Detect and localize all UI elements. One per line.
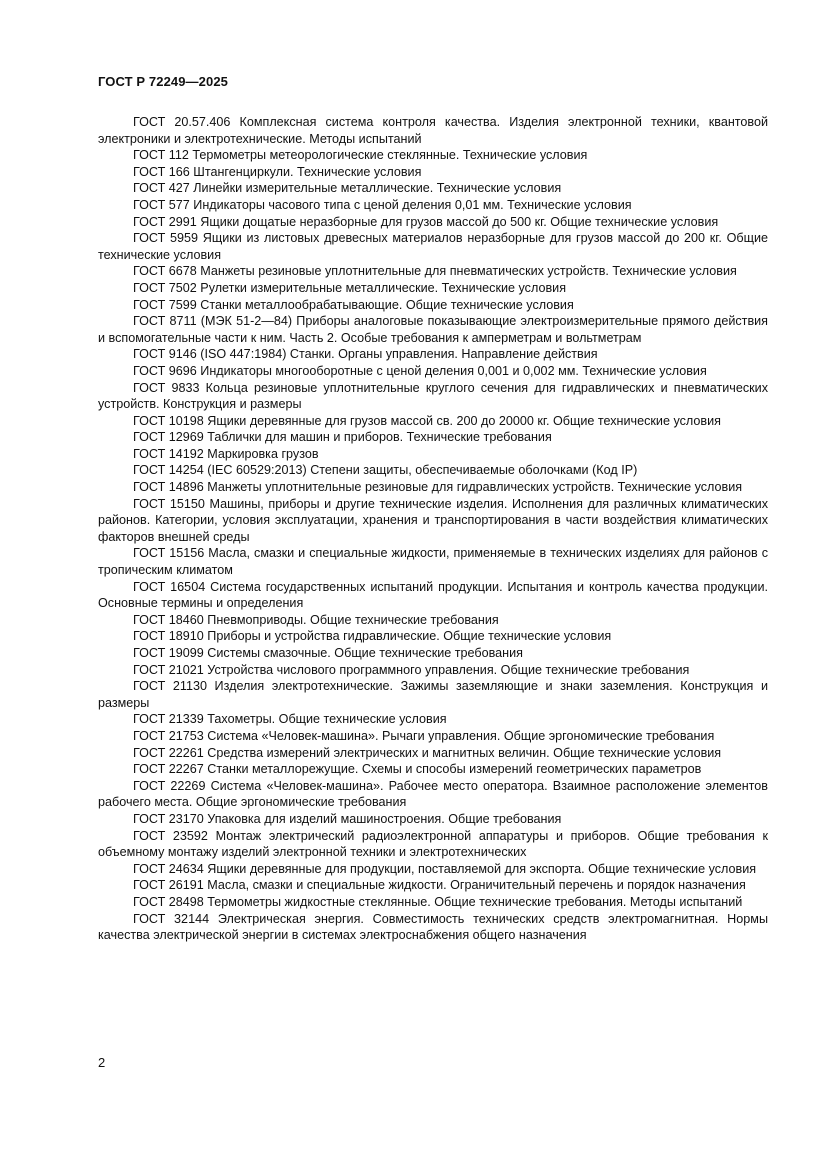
reference-entry: ГОСТ 21339 Тахометры. Общие технические условия [133,712,447,727]
reference-entry: ГОСТ 12969 Таблички для машин и приборов. Технические требования [133,430,552,445]
reference-entry: ГОСТ 28498 Термометры жидкостные стеклянные. Общие технические требования. Методы испытаний [133,894,743,909]
reference-entry: ГОСТ 21753 Система «Человек-машина». Рычаги управления. Общие эргономические требования [133,728,715,743]
reference-entry: ГОСТ 9696 Индикаторы многооборотные с ценой деления 0,001 и 0,002 мм. Технические условия [133,363,707,378]
reference-entry: ГОСТ 112 Термометры метеорологические стеклянные. Технические условия [133,148,588,163]
document-designation: ГОСТ Р 72249—2025 [98,74,228,89]
reference-entry: ГОСТ 14254 (IEC 60529:2013) Степени защиты, обеспечиваемые оболочками (Код IP) [133,463,638,478]
reference-entry: ГОСТ 16504 Система государственных испытаний продукции. Испытания и контроль качества продукции. Основные термины и определения [98,579,768,611]
reference-entry: ГОСТ 18460 Пневмоприводы. Общие технические требования [133,612,499,627]
reference-entry: ГОСТ 22261 Средства измерений электрических и магнитных величин. Общие технические условия [133,745,722,760]
reference-entry: ГОСТ 9146 (ISO 447:1984) Станки. Органы управления. Направление действия [133,347,598,362]
reference-entry: ГОСТ 166 Штангенциркули. Технические условия [133,164,422,179]
reference-entry: ГОСТ 18910 Приборы и устройства гидравлические. Общие технические условия [133,629,612,644]
reference-entry: ГОСТ 2991 Ящики дощатые неразборные для грузов массой до 500 кг. Общие технические условия [133,214,719,229]
reference-entry: ГОСТ 21130 Изделия электротехнические. Зажимы заземляющие и знаки заземления. Конструкция и размеры [98,679,768,710]
reference-entry: ГОСТ 24634 Ящики деревянные для продукции, поставляемой для экспорта. Общие технические условия [133,861,757,876]
reference-entry: ГОСТ 9833 Кольца резиновые уплотнительные круглого сечения для гидравлических и пневматических устройств. Конструкция и размеры [98,380,768,412]
reference-entry: ГОСТ 15150 Машины, приборы и другие технические изделия. Исполнения для различных климатических районов. Категории, условия эксплуатации, хранения и транспортирования в части воздействия климатических факторов внешней среды [98,496,768,544]
normative-references-list [98,114,768,944]
reference-entry: ГОСТ 10198 Ящики деревянные для грузов массой св. 200 до 20000 кг. Общие технические условия [133,413,721,428]
reference-entry: ГОСТ 7502 Рулетки измерительные металлические. Технические условия [133,280,567,295]
reference-entry: ГОСТ 20.57.406 Комплексная система контроля качества. Изделия электронной техники, квантовой электроники и электротехнические. Методы испытаний [98,115,768,146]
reference-entry: ГОСТ 14192 Маркировка грузов [133,446,319,461]
reference-entry: ГОСТ 577 Индикаторы часового типа с ценой деления 0,01 мм. Технические условия [133,197,632,212]
reference-entry: ГОСТ 427 Линейки измерительные металлические. Технические условия [133,181,562,196]
reference-entry: ГОСТ 23592 Монтаж электрический радиоэлектронной аппаратуры и приборов. Общие требования к объемному монтажу изделий электронной техники и электротехнических [98,828,768,860]
reference-entry: ГОСТ 8711 (МЭК 51-2—84) Приборы аналоговые показывающие электроизмерительные прямого действия и вспомогательные части к ним. Часть 2. Особые требования к амперметрам и вольтметрам [98,314,768,345]
reference-entry: ГОСТ 7599 Станки металлообрабатывающие. Общие технические условия [133,297,574,312]
reference-entry: ГОСТ 14896 Манжеты уплотнительные резиновые для гидравлических устройств. Технические условия [133,480,743,495]
reference-entry: ГОСТ 15156 Масла, смазки и специальные жидкости, применяемые в технических изделиях для районов с тропическим климатом [98,546,768,578]
reference-entry: ГОСТ 26191 Масла, смазки и специальные жидкости. Ограничительный перечень и порядок назначения [133,878,746,893]
reference-entry: ГОСТ 5959 Ящики из листовых древесных материалов неразборные для грузов массой до 200 кг. Общие технические условия [98,231,768,262]
reference-entry: ГОСТ 23170 Упаковка для изделий машиностроения. Общие требования [133,811,562,826]
reference-entry: ГОСТ 21021 Устройства числового программного управления. Общие технические требования [133,662,690,677]
reference-entry: ГОСТ 22269 Система «Человек-машина». Рабочее место оператора. Взаимное расположение элементов рабочего места. Общие эргономические требования [98,778,768,810]
page-number: 2 [98,1055,106,1070]
reference-entry: ГОСТ 19099 Системы смазочные. Общие технические требования [133,646,523,660]
reference-entry: ГОСТ 6678 Манжеты резиновые уплотнительные для пневматических устройств. Технические условия [133,264,737,279]
reference-entry: ГОСТ 22267 Станки металлорежущие. Схемы и способы измерений геометрических параметров [133,762,702,777]
reference-entry: ГОСТ 32144 Электрическая энергия. Совместимость технических средств электромагнитная. Нормы качества электрической энергии в системах электроснабжения общего назначения [98,911,768,943]
